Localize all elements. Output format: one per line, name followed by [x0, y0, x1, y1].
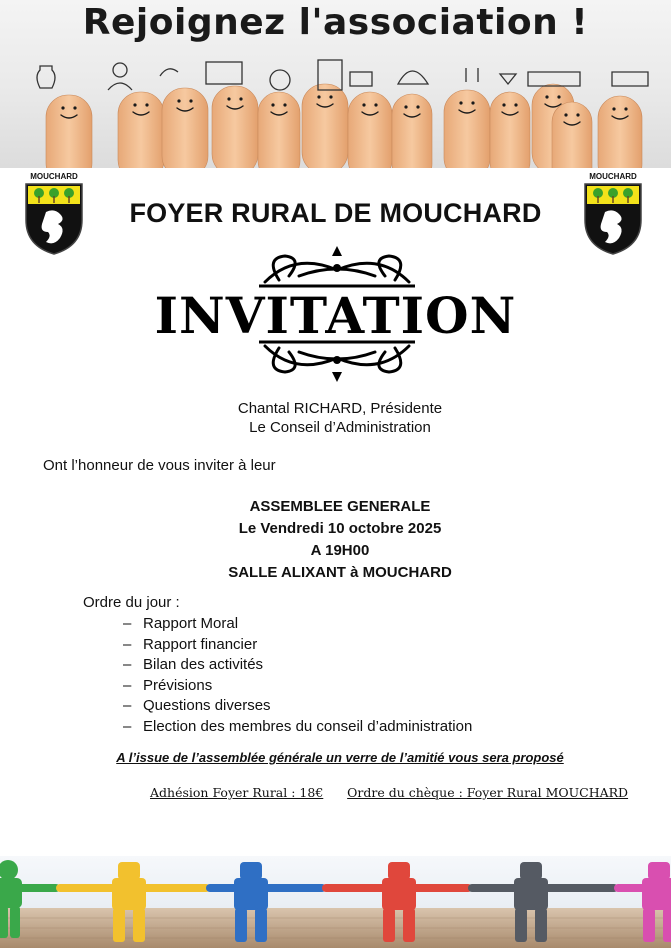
- org-title: FOYER RURAL DE MOUCHARD: [129, 198, 542, 228]
- list-item: – Bilan des activités: [123, 655, 472, 676]
- bullet-dash: –: [123, 635, 132, 653]
- bullet-dash: –: [123, 676, 132, 694]
- crest-label: MOUCHARD: [589, 172, 637, 181]
- membership-info: [150, 785, 628, 800]
- bullet-dash: –: [123, 697, 132, 715]
- list-item: – Rapport financier: [123, 635, 472, 656]
- bullet-dash: –: [123, 717, 132, 735]
- bullet-dash: –: [123, 656, 132, 674]
- president-line: Chantal RICHARD, Présidente: [237, 400, 443, 417]
- money-icon: [350, 72, 372, 86]
- cheque-payee: Ordre du chèque : Foyer Rural MOUCHARD: [347, 785, 629, 800]
- bullet-dash: –: [123, 615, 132, 632]
- newspaper-icon: [206, 62, 242, 84]
- phone-icon: [160, 69, 178, 76]
- list-item: – Rapport Moral: [123, 614, 472, 635]
- closing-note: A l’issue de l’assemblée générale un verre de l’amitié vous sera proposé: [116, 750, 564, 765]
- event-name: ASSEMBLEE GENERALE: [249, 498, 431, 515]
- council-line: Le Conseil d’Administration: [249, 419, 431, 436]
- colosseum-icon: [528, 72, 580, 86]
- event-location: SALLE ALIXANT à MOUCHARD: [228, 564, 452, 581]
- event-time: A 19H00: [310, 542, 370, 559]
- shield-icon: [583, 182, 643, 256]
- cocktail-icon: [500, 74, 516, 84]
- list-item: – Election des membres du conseil d’administration: [123, 717, 472, 738]
- membership-fee: Adhésion Foyer Rural : 18€: [150, 785, 324, 800]
- music-note-icon: [466, 68, 478, 82]
- event-date: Le Vendredi 10 octobre 2025: [238, 520, 442, 537]
- agenda-list: [123, 614, 472, 738]
- event-block: [0, 496, 671, 584]
- bust-icon: [113, 63, 127, 77]
- agenda-title: Ordre du jour :: [83, 594, 180, 611]
- wolf-icon: [612, 72, 648, 86]
- invitation-title: INVITATION: [154, 286, 517, 345]
- banner-title: Rejoignez l'association !: [82, 2, 589, 43]
- activities-icons-strip: [0, 52, 671, 96]
- crest-label: MOUCHARD: [30, 172, 78, 181]
- intro-text: Ont l’honneur de vous inviter à leur: [43, 457, 276, 474]
- vase-icon: [37, 66, 55, 88]
- signers-block: [0, 399, 671, 437]
- top-banner: [0, 0, 671, 168]
- people-chain-illustration: [0, 856, 671, 948]
- helmet-icon: [398, 71, 428, 84]
- list-item: – Prévisions: [123, 676, 472, 697]
- right-crest: [581, 172, 645, 258]
- column-icon: [318, 60, 342, 90]
- ring-icon: [270, 70, 290, 90]
- list-item: – Questions diverses: [123, 696, 472, 717]
